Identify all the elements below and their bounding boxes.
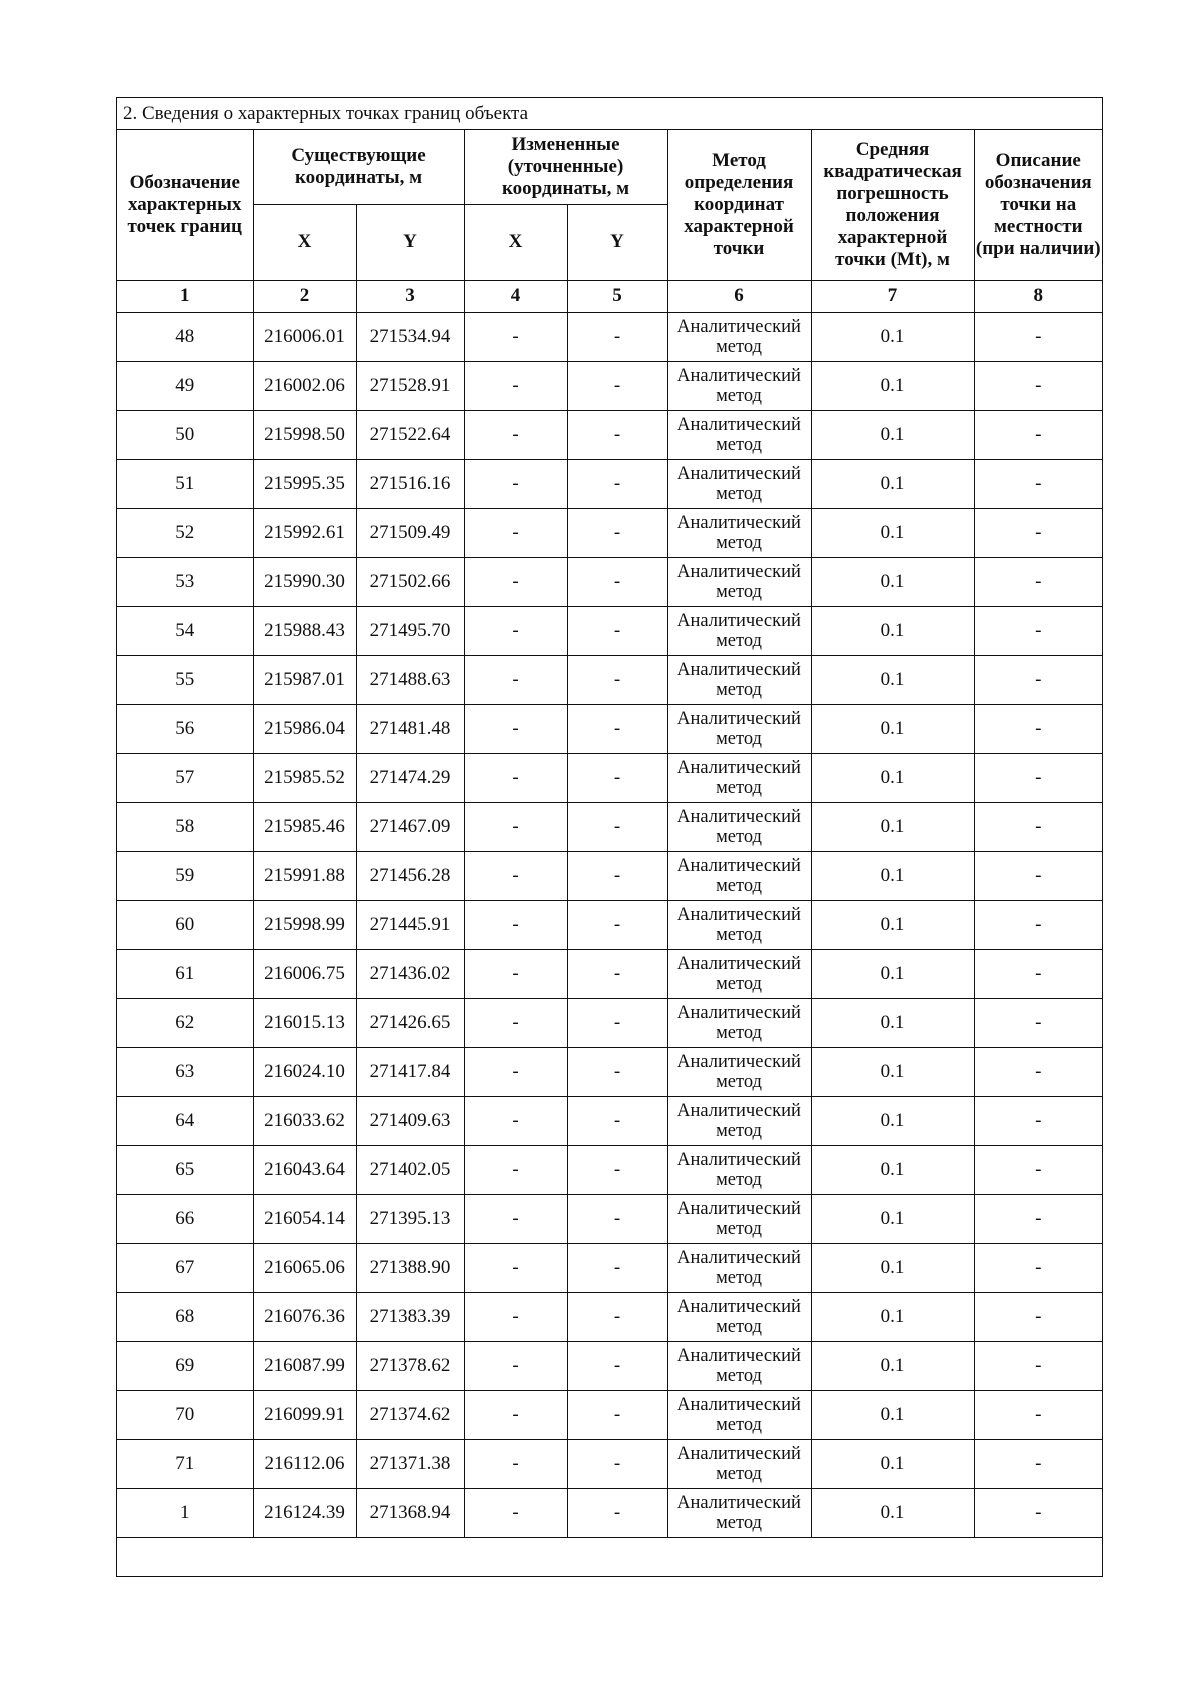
existing-x-cell: 216024.10 (253, 1047, 356, 1096)
existing-x-cell: 216065.06 (253, 1243, 356, 1292)
method-cell: Аналитический метод (667, 1390, 811, 1439)
table-row (117, 998, 1102, 1047)
changed-y-cell: - (567, 1243, 667, 1292)
point-cell: 69 (117, 1341, 253, 1390)
point-cell: 56 (117, 704, 253, 753)
point-cell: 68 (117, 1292, 253, 1341)
existing-x-cell: 216124.39 (253, 1488, 356, 1537)
description-cell: - (974, 1243, 1102, 1292)
description-cell: - (974, 802, 1102, 851)
mean-error-cell: 0.1 (811, 312, 974, 361)
changed-y-cell: - (567, 361, 667, 410)
table-row (117, 1390, 1102, 1439)
method-cell: Аналитический метод (667, 1488, 811, 1537)
mean-error-cell: 0.1 (811, 1488, 974, 1537)
table-row (117, 459, 1102, 508)
changed-x-cell: - (464, 1488, 567, 1537)
existing-y-cell: 271488.63 (356, 655, 464, 704)
changed-y-cell: - (567, 1390, 667, 1439)
changed-x-cell: - (464, 410, 567, 459)
table-row (117, 851, 1102, 900)
method-cell: Аналитический метод (667, 753, 811, 802)
existing-y-cell: 271436.02 (356, 949, 464, 998)
changed-x-cell: - (464, 1390, 567, 1439)
method-cell: Аналитический метод (667, 851, 811, 900)
description-cell: - (974, 851, 1102, 900)
changed-y-cell: - (567, 1194, 667, 1243)
existing-y-cell: 271426.65 (356, 998, 464, 1047)
existing-y-cell: 271368.94 (356, 1488, 464, 1537)
table-row (117, 802, 1102, 851)
method-cell: Аналитический метод (667, 802, 811, 851)
method-cell: Аналитический метод (667, 998, 811, 1047)
column-number: 8 (974, 280, 1102, 312)
changed-x-cell: - (464, 704, 567, 753)
description-cell: - (974, 1194, 1102, 1243)
changed-y-cell: - (567, 704, 667, 753)
method-cell: Аналитический метод (667, 1194, 811, 1243)
changed-y-cell: - (567, 606, 667, 655)
existing-y-cell: 271509.49 (356, 508, 464, 557)
changed-y-cell: - (567, 410, 667, 459)
table-row (117, 361, 1102, 410)
changed-y-cell: - (567, 655, 667, 704)
description-cell: - (974, 949, 1102, 998)
existing-y-cell: 271388.90 (356, 1243, 464, 1292)
mean-error-cell: 0.1 (811, 606, 974, 655)
method-cell: Аналитический метод (667, 949, 811, 998)
mean-error-cell: 0.1 (811, 410, 974, 459)
existing-x-cell: 216087.99 (253, 1341, 356, 1390)
point-cell: 70 (117, 1390, 253, 1439)
method-cell: Аналитический метод (667, 557, 811, 606)
point-cell: 61 (117, 949, 253, 998)
changed-y-cell: - (567, 508, 667, 557)
mean-error-cell: 0.1 (811, 655, 974, 704)
existing-x-cell: 215987.01 (253, 655, 356, 704)
point-cell: 62 (117, 998, 253, 1047)
table-row (117, 949, 1102, 998)
description-cell: - (974, 1096, 1102, 1145)
changed-y-cell: - (567, 900, 667, 949)
changed-y-cell: - (567, 312, 667, 361)
description-cell: - (974, 655, 1102, 704)
existing-x-cell: 215988.43 (253, 606, 356, 655)
mean-error-cell: 0.1 (811, 557, 974, 606)
header-existing-x: X (253, 204, 356, 280)
table-row (117, 753, 1102, 802)
existing-x-cell: 215998.50 (253, 410, 356, 459)
column-numbers-row (117, 280, 1102, 312)
header-mean-error: Средняя квадратическая погрешность положения характерной точки (Mt), м (811, 130, 974, 280)
method-cell: Аналитический метод (667, 508, 811, 557)
description-cell: - (974, 998, 1102, 1047)
mean-error-cell: 0.1 (811, 1096, 974, 1145)
description-cell: - (974, 1292, 1102, 1341)
point-cell: 51 (117, 459, 253, 508)
point-cell: 1 (117, 1488, 253, 1537)
point-cell: 53 (117, 557, 253, 606)
empty-footer-row (117, 1537, 1102, 1576)
existing-x-cell: 215985.46 (253, 802, 356, 851)
boundary-points-table (117, 130, 1102, 1576)
description-cell: - (974, 459, 1102, 508)
table-row (117, 1096, 1102, 1145)
method-cell: Аналитический метод (667, 704, 811, 753)
existing-y-cell: 271467.09 (356, 802, 464, 851)
point-cell: 66 (117, 1194, 253, 1243)
description-cell: - (974, 1390, 1102, 1439)
table-row (117, 1243, 1102, 1292)
method-cell: Аналитический метод (667, 459, 811, 508)
mean-error-cell: 0.1 (811, 998, 974, 1047)
existing-x-cell: 216006.01 (253, 312, 356, 361)
changed-y-cell: - (567, 753, 667, 802)
changed-x-cell: - (464, 557, 567, 606)
table-row (117, 1439, 1102, 1488)
changed-x-cell: - (464, 1194, 567, 1243)
header-point-designation: Обозначение характерных точек границ (117, 130, 253, 280)
table-row (117, 410, 1102, 459)
changed-x-cell: - (464, 606, 567, 655)
existing-x-cell: 215986.04 (253, 704, 356, 753)
changed-y-cell: - (567, 851, 667, 900)
method-cell: Аналитический метод (667, 1341, 811, 1390)
existing-y-cell: 271374.62 (356, 1390, 464, 1439)
method-cell: Аналитический метод (667, 1439, 811, 1488)
header-existing-coords: Существующие координаты, м (253, 130, 464, 204)
changed-x-cell: - (464, 655, 567, 704)
existing-x-cell: 215995.35 (253, 459, 356, 508)
method-cell: Аналитический метод (667, 312, 811, 361)
changed-y-cell: - (567, 1341, 667, 1390)
mean-error-cell: 0.1 (811, 459, 974, 508)
table-body (117, 312, 1102, 1537)
mean-error-cell: 0.1 (811, 802, 974, 851)
mean-error-cell: 0.1 (811, 1439, 974, 1488)
existing-y-cell: 271516.16 (356, 459, 464, 508)
table-row (117, 1145, 1102, 1194)
table-row (117, 704, 1102, 753)
method-cell: Аналитический метод (667, 1292, 811, 1341)
existing-x-cell: 216033.62 (253, 1096, 356, 1145)
method-cell: Аналитический метод (667, 1145, 811, 1194)
description-cell: - (974, 410, 1102, 459)
description-cell: - (974, 361, 1102, 410)
point-cell: 49 (117, 361, 253, 410)
existing-x-cell: 215991.88 (253, 851, 356, 900)
description-cell: - (974, 1488, 1102, 1537)
description-cell: - (974, 557, 1102, 606)
column-number: 3 (356, 280, 464, 312)
existing-x-cell: 215998.99 (253, 900, 356, 949)
table-row (117, 508, 1102, 557)
changed-x-cell: - (464, 900, 567, 949)
mean-error-cell: 0.1 (811, 900, 974, 949)
changed-y-cell: - (567, 1145, 667, 1194)
changed-x-cell: - (464, 1341, 567, 1390)
changed-y-cell: - (567, 949, 667, 998)
description-cell: - (974, 606, 1102, 655)
method-cell: Аналитический метод (667, 361, 811, 410)
description-cell: - (974, 312, 1102, 361)
changed-x-cell: - (464, 1047, 567, 1096)
changed-x-cell: - (464, 1096, 567, 1145)
section-title: 2. Сведения о характерных точках границ объекта (117, 98, 1102, 130)
changed-x-cell: - (464, 802, 567, 851)
column-number: 5 (567, 280, 667, 312)
description-cell: - (974, 508, 1102, 557)
point-cell: 64 (117, 1096, 253, 1145)
method-cell: Аналитический метод (667, 655, 811, 704)
table-row (117, 655, 1102, 704)
existing-x-cell: 216043.64 (253, 1145, 356, 1194)
point-cell: 55 (117, 655, 253, 704)
changed-y-cell: - (567, 802, 667, 851)
method-cell: Аналитический метод (667, 606, 811, 655)
header-method: Метод определения координат характерной точки (667, 130, 811, 280)
mean-error-cell: 0.1 (811, 851, 974, 900)
existing-y-cell: 271371.38 (356, 1439, 464, 1488)
changed-x-cell: - (464, 312, 567, 361)
table-row (117, 1341, 1102, 1390)
column-number: 4 (464, 280, 567, 312)
existing-y-cell: 271445.91 (356, 900, 464, 949)
existing-x-cell: 216015.13 (253, 998, 356, 1047)
changed-x-cell: - (464, 1292, 567, 1341)
mean-error-cell: 0.1 (811, 1390, 974, 1439)
existing-y-cell: 271534.94 (356, 312, 464, 361)
mean-error-cell: 0.1 (811, 508, 974, 557)
existing-x-cell: 216076.36 (253, 1292, 356, 1341)
point-cell: 48 (117, 312, 253, 361)
existing-x-cell: 215985.52 (253, 753, 356, 802)
point-cell: 59 (117, 851, 253, 900)
changed-x-cell: - (464, 1243, 567, 1292)
changed-y-cell: - (567, 998, 667, 1047)
point-cell: 54 (117, 606, 253, 655)
changed-x-cell: - (464, 459, 567, 508)
changed-x-cell: - (464, 508, 567, 557)
existing-y-cell: 271528.91 (356, 361, 464, 410)
existing-y-cell: 271481.48 (356, 704, 464, 753)
changed-y-cell: - (567, 1047, 667, 1096)
point-cell: 57 (117, 753, 253, 802)
existing-y-cell: 271395.13 (356, 1194, 464, 1243)
empty-footer-cell (117, 1537, 1102, 1576)
existing-y-cell: 271474.29 (356, 753, 464, 802)
point-cell: 67 (117, 1243, 253, 1292)
point-cell: 63 (117, 1047, 253, 1096)
column-number: 7 (811, 280, 974, 312)
changed-x-cell: - (464, 949, 567, 998)
existing-y-cell: 271456.28 (356, 851, 464, 900)
existing-x-cell: 216002.06 (253, 361, 356, 410)
existing-x-cell: 215990.30 (253, 557, 356, 606)
description-cell: - (974, 1145, 1102, 1194)
description-cell: - (974, 1341, 1102, 1390)
changed-y-cell: - (567, 459, 667, 508)
boundary-points-sheet (116, 97, 1103, 1577)
table-row (117, 1194, 1102, 1243)
existing-x-cell: 215992.61 (253, 508, 356, 557)
changed-x-cell: - (464, 753, 567, 802)
table-row (117, 1047, 1102, 1096)
existing-y-cell: 271417.84 (356, 1047, 464, 1096)
table-row (117, 557, 1102, 606)
method-cell: Аналитический метод (667, 410, 811, 459)
existing-y-cell: 271502.66 (356, 557, 464, 606)
header-changed-coords: Измененные (уточненные) координаты, м (464, 130, 667, 204)
mean-error-cell: 0.1 (811, 1243, 974, 1292)
point-cell: 65 (117, 1145, 253, 1194)
table-row (117, 312, 1102, 361)
table-row (117, 1488, 1102, 1537)
column-number: 2 (253, 280, 356, 312)
changed-y-cell: - (567, 1439, 667, 1488)
point-cell: 50 (117, 410, 253, 459)
method-cell: Аналитический метод (667, 900, 811, 949)
changed-x-cell: - (464, 998, 567, 1047)
changed-x-cell: - (464, 361, 567, 410)
point-cell: 52 (117, 508, 253, 557)
mean-error-cell: 0.1 (811, 1194, 974, 1243)
existing-y-cell: 271409.63 (356, 1096, 464, 1145)
method-cell: Аналитический метод (667, 1243, 811, 1292)
point-cell: 71 (117, 1439, 253, 1488)
mean-error-cell: 0.1 (811, 1145, 974, 1194)
changed-y-cell: - (567, 1488, 667, 1537)
existing-x-cell: 216006.75 (253, 949, 356, 998)
changed-y-cell: - (567, 1292, 667, 1341)
method-cell: Аналитический метод (667, 1047, 811, 1096)
changed-x-cell: - (464, 851, 567, 900)
changed-x-cell: - (464, 1439, 567, 1488)
mean-error-cell: 0.1 (811, 1341, 974, 1390)
changed-x-cell: - (464, 1145, 567, 1194)
mean-error-cell: 0.1 (811, 1292, 974, 1341)
column-number: 6 (667, 280, 811, 312)
description-cell: - (974, 1439, 1102, 1488)
header-changed-y: Y (567, 204, 667, 280)
description-cell: - (974, 1047, 1102, 1096)
point-cell: 58 (117, 802, 253, 851)
table-row (117, 900, 1102, 949)
description-cell: - (974, 900, 1102, 949)
header-existing-y: Y (356, 204, 464, 280)
point-cell: 60 (117, 900, 253, 949)
description-cell: - (974, 704, 1102, 753)
table-row (117, 1292, 1102, 1341)
mean-error-cell: 0.1 (811, 1047, 974, 1096)
existing-x-cell: 216112.06 (253, 1439, 356, 1488)
changed-y-cell: - (567, 1096, 667, 1145)
mean-error-cell: 0.1 (811, 704, 974, 753)
table-row (117, 606, 1102, 655)
mean-error-cell: 0.1 (811, 949, 974, 998)
existing-y-cell: 271495.70 (356, 606, 464, 655)
existing-y-cell: 271378.62 (356, 1341, 464, 1390)
method-cell: Аналитический метод (667, 1096, 811, 1145)
header-changed-x: X (464, 204, 567, 280)
header-description: Описание обозначения точки на местности (при наличии) (974, 130, 1102, 280)
mean-error-cell: 0.1 (811, 361, 974, 410)
existing-x-cell: 216099.91 (253, 1390, 356, 1439)
description-cell: - (974, 753, 1102, 802)
existing-y-cell: 271383.39 (356, 1292, 464, 1341)
existing-y-cell: 271402.05 (356, 1145, 464, 1194)
existing-x-cell: 216054.14 (253, 1194, 356, 1243)
existing-y-cell: 271522.64 (356, 410, 464, 459)
changed-y-cell: - (567, 557, 667, 606)
mean-error-cell: 0.1 (811, 753, 974, 802)
column-number: 1 (117, 280, 253, 312)
